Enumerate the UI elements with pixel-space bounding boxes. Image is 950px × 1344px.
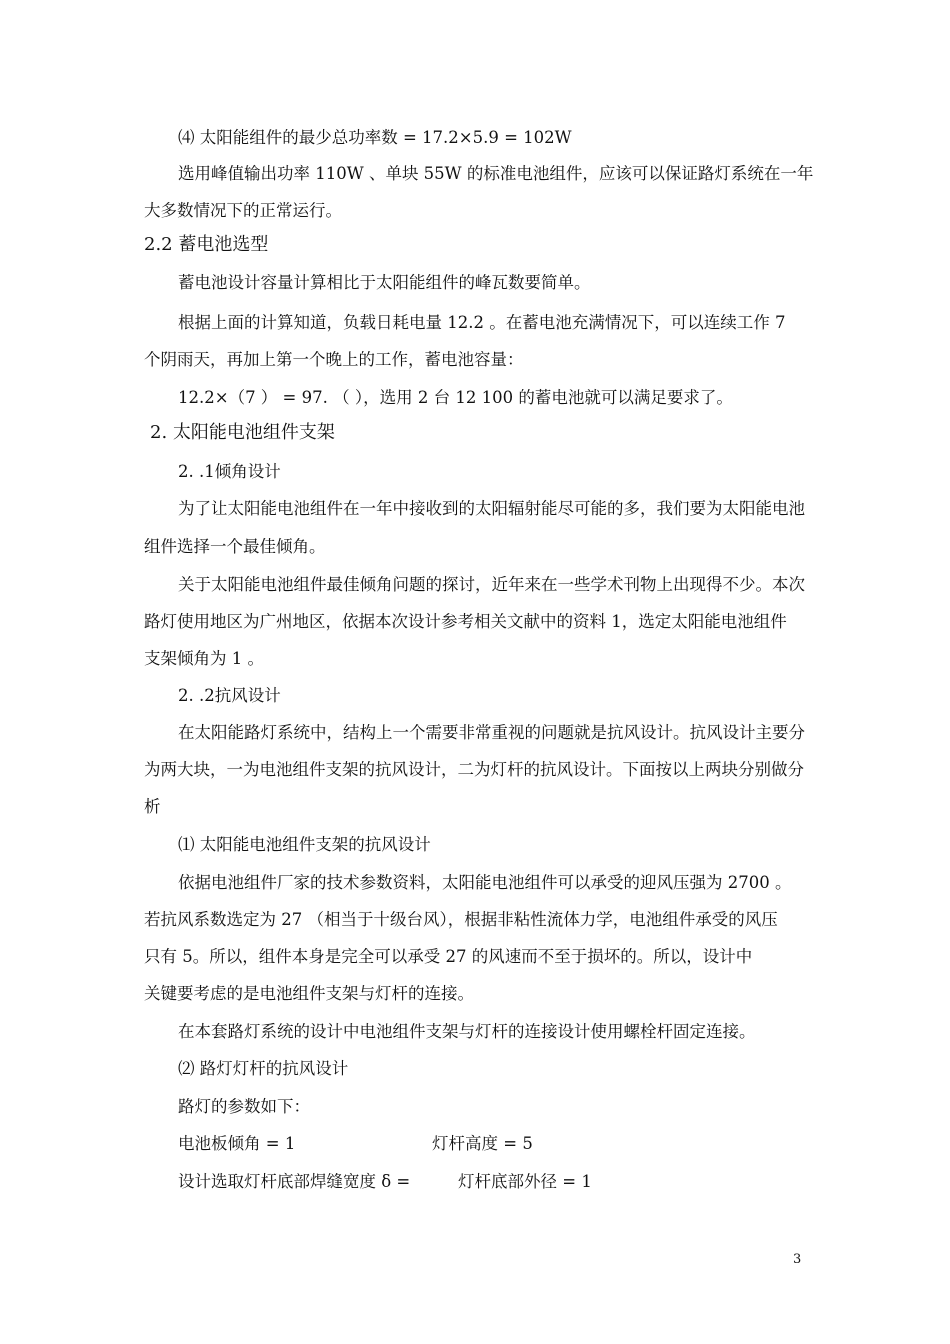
text-line: ⑷ 太阳能组件的最少总功率数 = 17.2×5.9 = 102W: [178, 128, 572, 147]
text-line: 关键要考虑的是电池组件支架与灯杆的连接。: [144, 984, 474, 1003]
text-line: 在太阳能路灯系统中，结构上一个需要非常重视的问题就是抗风设计。抗风设计主要分: [178, 723, 805, 742]
text-line: 组件选择一个最佳倾角。: [144, 537, 326, 556]
param-right: 灯杆高度 = 5: [432, 1134, 533, 1153]
subsection-heading: 2. .1倾角设计: [178, 462, 281, 481]
param-left: 设计选取灯杆底部焊缝宽度 δ =: [178, 1172, 411, 1191]
text-line: 选用峰值输出功率 110W 、单块 55W 的标准电池组件，应该可以保证路灯系统在一年: [178, 164, 814, 183]
param-left: 电池板倾角 = 1: [178, 1134, 296, 1153]
text-line: 析: [144, 797, 161, 816]
param-right: 灯杆底部外径 = 1: [458, 1172, 592, 1191]
text-line: 大多数情况下的正常运行。: [144, 201, 342, 220]
text-line: 路灯使用地区为广州地区，依据本次设计参考相关文献中的资料 1，选定太阳能电池组件: [144, 612, 787, 631]
text-line: 依据电池组件厂家的技术参数资料，太阳能电池组件可以承受的迎风压强为 2700 。: [178, 873, 792, 892]
text-line: 只有 5。所以，组件本身是完全可以承受 27 的风速而不至于损坏的。所以，设计中: [144, 947, 753, 966]
text-line: 路灯的参数如下：: [178, 1097, 310, 1116]
text-line: 支架倾角为 1 。: [144, 649, 264, 668]
text-line: 关于太阳能电池组件最佳倾角问题的探讨，近年来在一些学术刊物上出现得不少。本次: [178, 575, 805, 594]
text-line: 为两大块，一为电池组件支架的抗风设计，二为灯杆的抗风设计。下面按以上两块分别做分: [144, 760, 804, 779]
text-line: ⑵ 路灯灯杆的抗风设计: [178, 1059, 349, 1078]
text-line: 若抗风系数选定为 27 （相当于十级台风），根据非粘性流体力学，电池组件承受的风压: [144, 910, 778, 929]
subsection-heading: 2. .2抗风设计: [178, 686, 281, 705]
text-line: 为了让太阳能电池组件在一年中接收到的太阳辐射能尽可能的多，我们要为太阳能电池: [178, 499, 805, 518]
text-line: 12.2×（7 ） = 97. （ ），选用 2 台 12 100 的蓄电池就可以满足要求了。: [178, 388, 733, 407]
page-number: 3: [793, 1252, 802, 1267]
text-line: 在本套路灯系统的设计中电池组件支架与灯杆的连接设计使用螺栓杆固定连接。: [178, 1022, 756, 1041]
text-line: 根据上面的计算知道，负载日耗电量 12.2 。在蓄电池充满情况下，可以连续工作 7: [178, 313, 786, 332]
text-line: ⑴ 太阳能电池组件支架的抗风设计: [178, 835, 431, 854]
section-heading: 2.2 蓄电池选型: [144, 234, 269, 255]
section-heading: 2. 太阳能电池组件支架: [150, 422, 335, 443]
text-line: 个阴雨天，再加上第一个晚上的工作，蓄电池容量：: [144, 350, 524, 369]
text-line: 蓄电池设计容量计算相比于太阳能组件的峰瓦数要简单。: [178, 273, 591, 292]
